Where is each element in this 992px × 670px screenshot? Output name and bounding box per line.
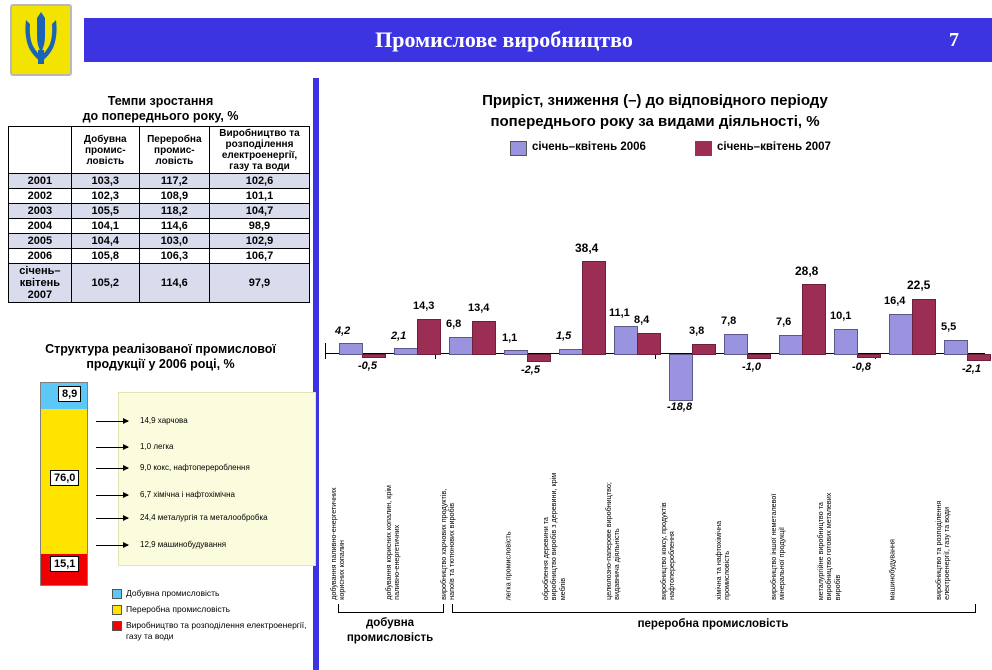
cell-year: 2004 [9, 219, 72, 234]
y-axis-tick [325, 343, 326, 353]
legend-item-manufacturing [112, 604, 312, 615]
arrow-icon [96, 447, 128, 448]
value-label-2006: 10,1 [830, 310, 852, 322]
cell-year: 2001 [9, 174, 72, 189]
page-title: Промислове виробництво [375, 27, 633, 52]
bar-2006 [559, 349, 583, 355]
table-row [9, 219, 310, 234]
bar-2006 [339, 343, 363, 355]
ukraine-coat-of-arms-icon [10, 4, 72, 76]
arrow-icon [96, 468, 128, 469]
chart-title-line2: попереднього року за видами діяльності, % [490, 113, 820, 130]
category-label: виробництво харчових продуктів, напоїв та тютюнових виробів [439, 488, 457, 600]
value-label-2007: -1,0 [742, 361, 761, 373]
value-label-2007: -0,5 [358, 360, 377, 372]
bar-2006 [394, 348, 418, 355]
trident-svg [12, 6, 70, 74]
cell-energy: 104,7 [209, 204, 309, 219]
table-row [9, 234, 310, 249]
legend-item-energy [112, 620, 312, 642]
rates-table [8, 126, 310, 303]
cell-energy: 102,6 [209, 174, 309, 189]
cell-mining: 104,1 [71, 219, 139, 234]
structure-title-line1: Структура реалізованої промислової [45, 342, 276, 356]
cell-mining: 105,5 [71, 204, 139, 219]
table-row [9, 204, 310, 219]
cell-manufacturing: 117,2 [139, 174, 209, 189]
table-row [9, 189, 310, 204]
category-label: хімічна та нафтохімічна промисловість [714, 521, 732, 600]
cell-energy: 98,9 [209, 219, 309, 234]
value-label-2006: 6,8 [446, 318, 462, 330]
bar-2007 [472, 321, 496, 355]
arrow-icon [96, 495, 128, 496]
value-label-2007: -0,8 [852, 361, 871, 373]
cell-manufacturing: 108,9 [139, 189, 209, 204]
brace-label-mining [324, 616, 456, 646]
cell-year: 2005 [9, 234, 72, 249]
category-label: добування корисних копалин, крім паливно-енергетичних [384, 485, 402, 600]
bar-2007 [857, 354, 881, 358]
brace-mining [338, 604, 444, 613]
legend-item-mining [112, 588, 312, 599]
legend-label: Виробництво та розподілення електроенергії, газу та води [126, 620, 307, 641]
category-label: металургійне виробництво та виробництво готових металевих виробів [815, 492, 842, 600]
structure-legend [112, 588, 312, 647]
col-manufacturing: Переробна промис-ловість [139, 127, 209, 174]
bar-2007 [527, 354, 551, 362]
chart-title [325, 90, 985, 132]
table-row [9, 264, 310, 303]
category-label: виробництво та розподілення електроенергії, газу та води [934, 500, 952, 600]
legend-swatch-2006-icon [510, 141, 527, 156]
legend-label-2007: січень–квітень 2007 [717, 141, 831, 153]
chart-title-line1: Приріст, зниження (–) до відповідного періоду [482, 92, 828, 109]
bar-2006 [449, 337, 473, 355]
value-label-2007: 38,4 [575, 241, 599, 255]
cell-year: січень–квітень 2007 [9, 264, 72, 303]
axis-tick [325, 353, 326, 359]
table-row [9, 249, 310, 264]
bar-2006 [504, 350, 528, 355]
value-label-2006: 1,5 [556, 330, 572, 342]
legend-label: Переробна промисловість [126, 604, 231, 614]
value-label-2006: 2,1 [391, 330, 407, 342]
cell-mining: 105,8 [71, 249, 139, 264]
brace-label-mining-line1: добувна [365, 617, 415, 629]
bar-2007 [692, 344, 716, 355]
value-label-2006: 5,5 [941, 321, 957, 333]
value-label-2006: -18,8 [667, 401, 693, 413]
cell-energy: 101,1 [209, 189, 309, 204]
value-label-2007: 8,4 [634, 314, 650, 326]
arrow-icon [96, 518, 128, 519]
breakdown-item: 9,0 кокс, нафтоперероблення [140, 463, 250, 472]
legend-swatch-icon [112, 589, 122, 599]
table-header-row [9, 127, 310, 174]
bar-2007 [747, 354, 771, 359]
bar-2007 [967, 354, 991, 361]
legend-swatch-2007-icon [695, 141, 712, 156]
cell-mining: 102,3 [71, 189, 139, 204]
category-label: виробництво іншої неметалевої мінеральної продукції [769, 493, 787, 600]
breakdown-item: 6,7 хімічна і нафтохімічна [140, 490, 235, 499]
bar-2007 [417, 319, 441, 355]
cell-energy: 102,9 [209, 234, 309, 249]
bar-2007 [637, 333, 661, 355]
bar-chart [325, 170, 985, 460]
structure-title [8, 342, 313, 372]
value-label-2006: 1,1 [502, 332, 518, 344]
bar-2006 [669, 354, 693, 401]
cell-mining: 105,2 [71, 264, 139, 303]
value-label-2007: -2,1 [962, 363, 981, 375]
value-label-2007: -2,5 [521, 364, 540, 376]
rates-table-title [8, 94, 313, 124]
category-label: добування паливно-енергетичних корисних копалин [329, 487, 347, 600]
rates-table-title-line2: до попереднього року, % [82, 109, 239, 123]
bar-2006 [724, 334, 748, 355]
value-label-2006: 16,4 [884, 295, 906, 307]
bar-2007 [582, 261, 606, 355]
cell-energy: 97,9 [209, 264, 309, 303]
structure-title-line2: продукції у 2006 році, % [86, 357, 235, 371]
cell-year: 2003 [9, 204, 72, 219]
bar-2006 [889, 314, 913, 355]
col-year [9, 127, 72, 174]
stack-label-mining: 8,9 [58, 386, 81, 402]
cell-manufacturing: 114,6 [139, 264, 209, 303]
category-labels [325, 470, 985, 600]
cell-manufacturing: 106,3 [139, 249, 209, 264]
breakdown-item: 14,9 харчова [140, 416, 188, 425]
value-label-2006: 7,8 [721, 315, 737, 327]
cell-energy: 106,7 [209, 249, 309, 264]
bar-2007 [802, 284, 826, 355]
stack-label-manufacturing: 76,0 [50, 470, 79, 486]
cell-year: 2002 [9, 189, 72, 204]
legend-swatch-icon [112, 605, 122, 615]
legend-label: Добувна промисловість [126, 588, 220, 598]
table-row [9, 174, 310, 189]
value-label-2007: 22,5 [907, 278, 931, 292]
legend-label-2006: січень–квітень 2006 [532, 141, 646, 153]
header [0, 0, 992, 75]
category-label: оброблення деревини та виробництво виробів з деревини, крім меблів [540, 472, 567, 600]
page-number: 7 [949, 29, 959, 51]
breakdown-item: 12,9 машинобудування [140, 540, 227, 549]
value-label-2007: 3,8 [689, 325, 705, 337]
chart-legend [325, 140, 985, 158]
value-label-2007: 28,8 [795, 264, 819, 278]
breakdown-item: 24,4 металургія та металообробка [140, 513, 268, 522]
category-label: машинобудування [887, 538, 897, 600]
category-label: легка промисловість [503, 531, 513, 600]
arrow-icon [96, 421, 128, 422]
category-label: целюлозно-паперове виробництво; видавнича діяльність [604, 482, 622, 600]
brace-label-manufacturing: переробна промисловість [637, 618, 789, 630]
cell-mining: 104,4 [71, 234, 139, 249]
cell-manufacturing: 118,2 [139, 204, 209, 219]
col-energy: Виробництво та розподілення електроенергії, газу та води [209, 127, 309, 174]
brace-label-mining-line2: промисловість [346, 632, 434, 644]
bar-2007 [912, 299, 936, 355]
value-label-2007: 13,4 [468, 302, 490, 314]
bar-2006 [614, 326, 638, 355]
cell-mining: 103,3 [71, 174, 139, 189]
value-label-2007: 14,3 [413, 300, 435, 312]
value-label-2006: 7,6 [776, 316, 792, 328]
arrow-icon [96, 545, 128, 546]
bar-2006 [779, 335, 803, 355]
col-mining: Добувна промис-ловість [71, 127, 139, 174]
bar-2006 [834, 329, 858, 355]
stack-label-energy: 15,1 [50, 556, 79, 572]
cell-manufacturing: 114,6 [139, 219, 209, 234]
bar-2007 [362, 354, 386, 358]
bar-2006 [944, 340, 968, 355]
cell-manufacturing: 103,0 [139, 234, 209, 249]
cell-year: 2006 [9, 249, 72, 264]
category-label: виробництво коксу, продуктів нафтоперероблення [659, 502, 677, 600]
vertical-divider [313, 78, 319, 670]
value-label-2006: 11,1 [609, 307, 630, 319]
legend-swatch-icon [112, 621, 122, 631]
brace-manufacturing [452, 604, 976, 613]
breakdown-item: 1,0 легка [140, 442, 174, 451]
value-label-2006: 4,2 [335, 325, 351, 337]
rates-table-title-line1: Темпи зростання [107, 94, 214, 108]
